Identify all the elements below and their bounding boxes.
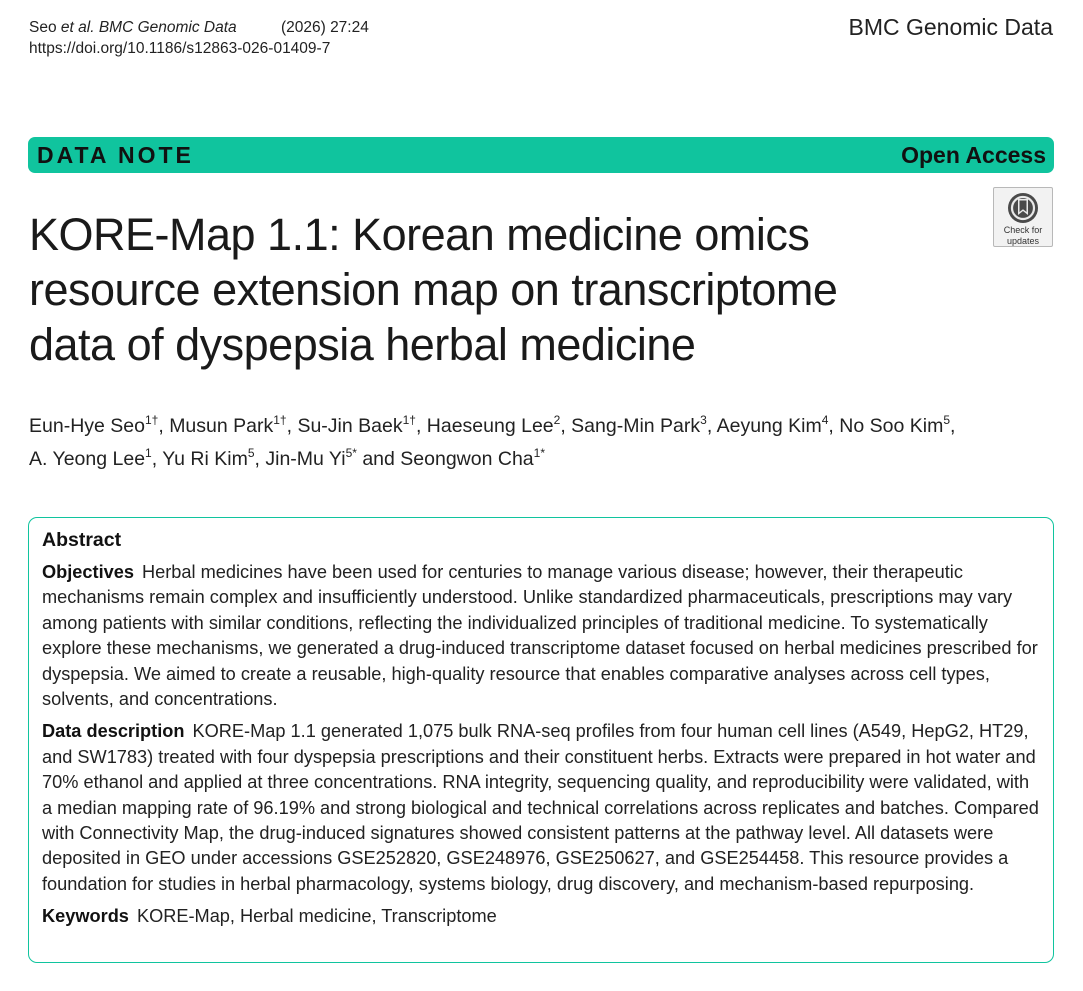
citation-journal: et al. BMC Genomic Data	[60, 19, 237, 36]
article-title: KORE-Map 1.1: Korean medicine omics resource extension map on transcriptome data of dyspepsia herbal medicine	[29, 209, 838, 370]
check-for-updates-line1: Check for	[1003, 225, 1043, 235]
author-name[interactable]: Haeseung Lee	[426, 415, 554, 437]
citation-line	[29, 17, 369, 38]
abstract-heading: Abstract	[42, 529, 122, 551]
author-name[interactable]: Sang-Min Park	[571, 415, 701, 437]
author-affiliation: 3	[700, 413, 707, 427]
abstract-section	[28, 517, 1054, 963]
check-for-updates-icon	[1007, 192, 1039, 224]
author-name[interactable]: No Soo Kim	[839, 415, 944, 437]
article-type-label: DATA NOTE	[37, 141, 194, 168]
author-affiliation: 1†	[273, 413, 287, 427]
keywords-text: KORE-Map, Herbal medicine, Transcriptome	[136, 906, 497, 927]
author-affiliation: 1*	[533, 446, 545, 460]
check-for-updates-line2: updates	[1006, 236, 1040, 246]
doi-link[interactable]: https://doi.org/10.1186/s12863-026-01409-7	[29, 40, 331, 57]
journal-name: BMC Genomic Data	[848, 14, 1053, 40]
author-affiliation: 1	[145, 446, 152, 460]
article-citation	[29, 17, 369, 59]
keywords-paragraph	[42, 904, 1041, 929]
data-description-paragraph	[42, 719, 1041, 897]
open-access-label: Open Access	[901, 141, 1046, 168]
author-affiliation: 1†	[402, 413, 416, 427]
citation-year: (2026) 27:24	[280, 19, 369, 36]
keywords-label: Keywords	[42, 906, 129, 927]
author-name[interactable]: Yu Ri Kim	[162, 448, 248, 470]
author-affiliation: 5	[943, 413, 950, 427]
author-name[interactable]: Aeyung Kim	[716, 415, 822, 437]
author-affiliation: 5	[247, 446, 255, 460]
author-affiliation: 4	[821, 413, 829, 427]
data-description-text: KORE-Map 1.1 generated 1,075 bulk RNA-seq profiles from four human cell lines (A549, HepG2, HT29, and SW1783) treated with four dyspepsia prescriptions and their constituent herbs. Extracts were prepared in hot water and 70% ethanol and applied at three concentrations. RNA integrity, sequencing quality, and reproducibility were validated, with a median mapping rate of 96.19% and strong biological and technical correlations across replicates and batches. Compared with Connectivity Map, the drug-induced signatures showed consistent patterns at the pathway level. All datasets were deposited in GEO under accessions GSE252820, GSE248976, GSE250627, and GSE254458. This resource provides a foundation for studies in herbal pharmacology, systems biology, drug discovery, and mechanism-based repurposing.	[42, 721, 1039, 894]
check-for-updates-badge[interactable]	[993, 187, 1053, 247]
author-name[interactable]: Musun Park	[169, 415, 274, 437]
data-description-label: Data description	[42, 721, 185, 742]
objectives-paragraph	[42, 560, 1041, 712]
author-list: Eun-Hye Seo$^{1\dagger}$, Musun Park$^{1\dagger}$, Su-Jin Baek$^{1\dagger}$, Haeseung Lee$^2$, Sang-Min Park$^3$, Aeyung Kim$^4$, No Soo Kim$^5$, A. Yeong Lee$^1$, Yu Ri Kim$^5$, Jin-Mu $Yi^{5*}$ and Seongwon Cha$^{1*}$	[29, 413, 956, 470]
author-name[interactable]: Jin-Mu Yi	[265, 448, 346, 470]
objectives-label: Objectives	[42, 562, 134, 582]
objectives-text: Herbal medicines have been used for centuries to manage various disease; however, their therapeutic mechanisms remain complex and insufficiently understood. Unlike standardized pharmaceuticals, prescriptions may vary among patients with similar conditions, reflecting the individualized principles of traditional medicine. To systematically explore these mechanisms, we generated a drug-induced transcriptome dataset focused on herbal medicines prescribed for dyspepsia. We aimed to create a reusable, high-quality resource that enables comparative analyses across cell types, solvents, and concentrations.	[42, 562, 1038, 710]
citation-authors: Seo	[29, 19, 57, 36]
author-name[interactable]: Su-Jin Baek	[297, 415, 403, 437]
article-type-banner	[28, 137, 1054, 173]
author-name[interactable]: Seongwon Cha	[400, 448, 534, 470]
author-affiliation: 2	[553, 413, 561, 427]
author-name[interactable]: Eun-Hye Seo	[29, 415, 145, 437]
author-affiliation: 5*	[345, 446, 357, 460]
author-affiliation: 1†	[144, 413, 159, 427]
author-name[interactable]: A. Yeong Lee	[29, 448, 146, 470]
